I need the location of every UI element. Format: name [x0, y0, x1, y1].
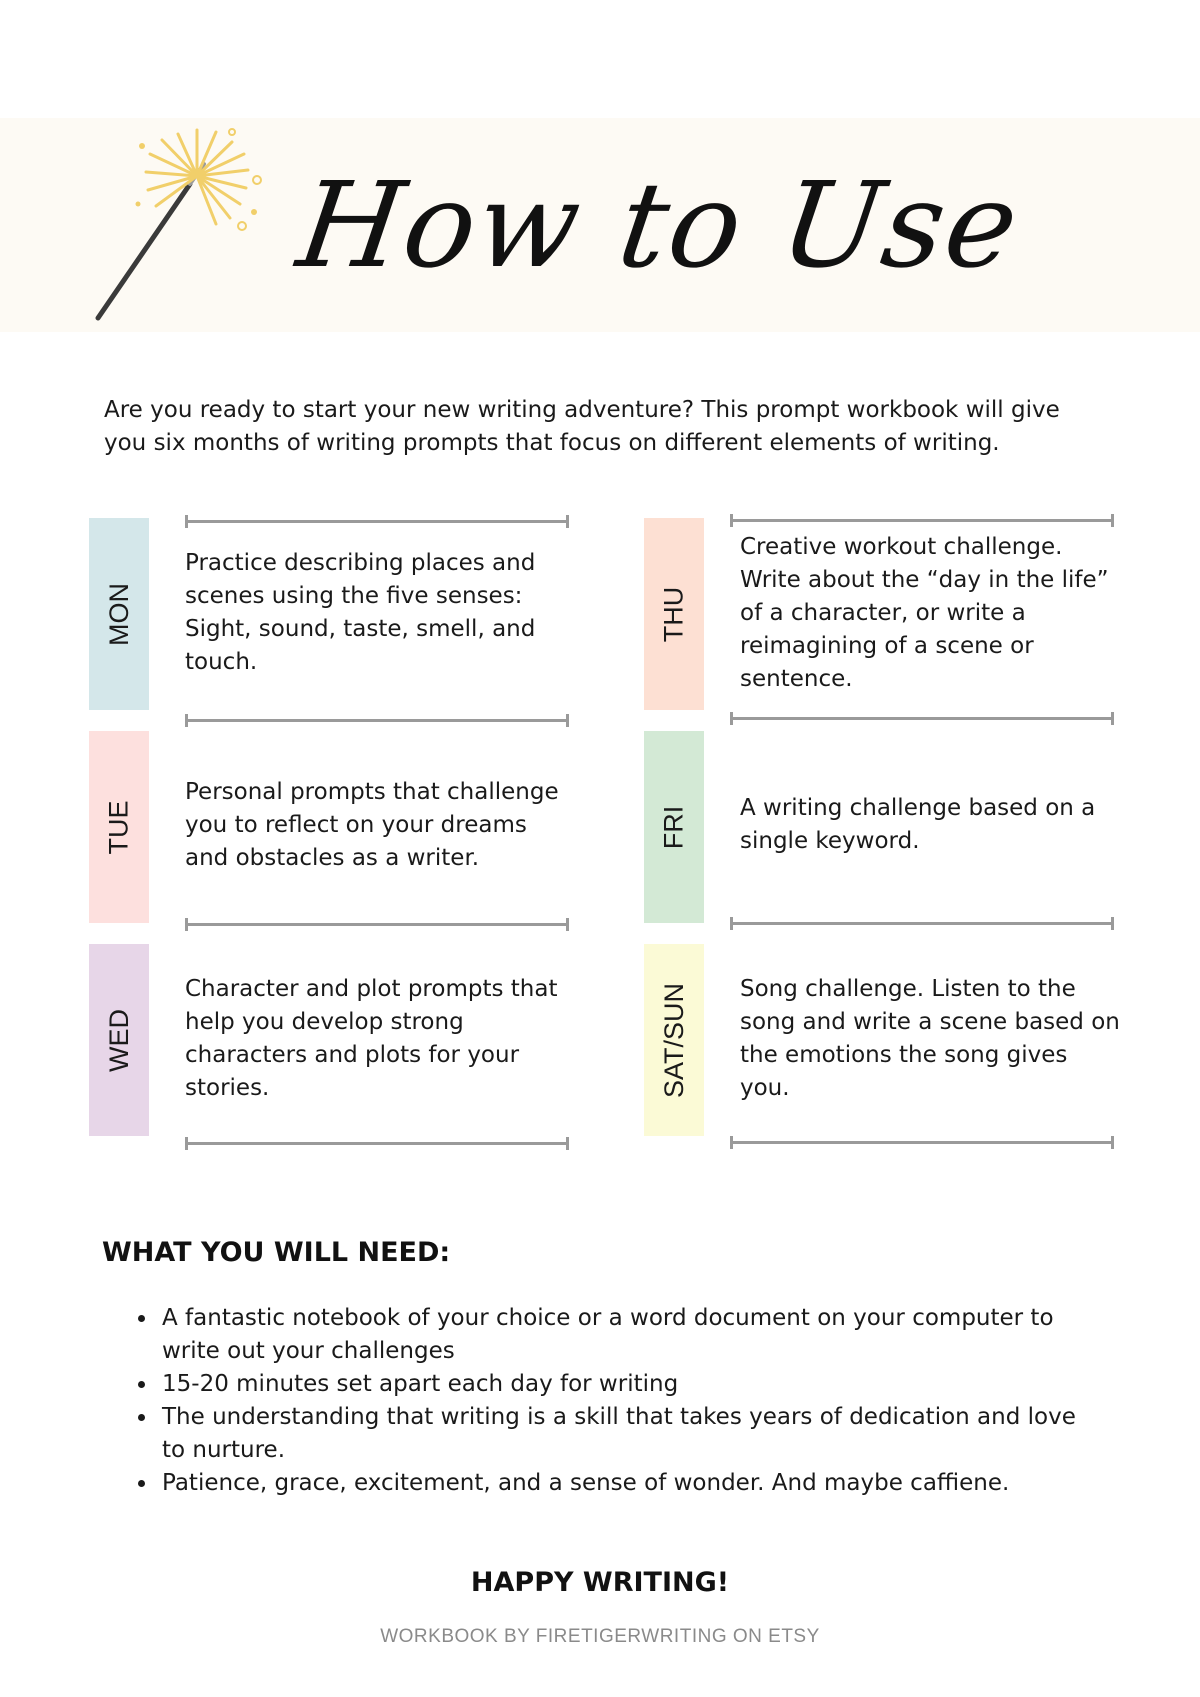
day-label: WED	[103, 1008, 134, 1072]
credit-line: WORKBOOK BY FIRETIGERWRITING ON ETSY	[380, 1626, 820, 1647]
day-description-tue: Personal prompts that challenge you to reflect on your dreams and obstacles as a writer.	[185, 778, 559, 871]
day-label: FRI	[658, 805, 689, 849]
day-tab-wed	[89, 944, 149, 1136]
list-item: • A fantastic notebook of your choice or a word document on your computer to write out your challenges	[158, 1302, 1088, 1368]
needs-list	[132, 1302, 1088, 1500]
day-tab-sat-sun	[644, 944, 704, 1136]
day-description-fri: A writing challenge based on a single keyword.	[740, 795, 1096, 854]
day-description-thu: Creative workout challenge. Write about the “day in the life” of a character, or write a reimagining of a scene or sentence.	[740, 533, 1109, 692]
divider-line	[730, 922, 1114, 925]
day-description-mon: Practice describing places and scenes using the five senses: Sight, sound, taste, smell, and touch.	[185, 550, 536, 675]
list-item: • The understanding that writing is a skill that takes years of dedication and love to nurture.	[158, 1401, 1088, 1467]
day-tab-thu	[644, 518, 704, 710]
list-item: • Patience, grace, excitement, and a sense of wonder. And maybe caffiene.	[158, 1467, 1088, 1500]
sparkler-icon	[92, 128, 282, 328]
day-label: SAT/SUN	[658, 982, 689, 1098]
divider-line	[730, 717, 1114, 720]
day-description-sat-sun: Song challenge. Listen to the song and write a scene based on the emotions the song gives you.	[740, 976, 1120, 1101]
list-item: • 15-20 minutes set apart each day for writing	[158, 1368, 1088, 1401]
day-label: THU	[658, 586, 689, 642]
divider-line	[185, 719, 569, 722]
day-tab-mon	[89, 518, 149, 710]
closing-text: HAPPY WRITING!	[470, 1567, 730, 1598]
divider-line	[730, 1141, 1114, 1144]
divider-line	[185, 923, 569, 926]
divider-line	[185, 1142, 569, 1145]
intro-text: Are you ready to start your new writing adventure? This prompt workbook will give you six months of writing prompts that focus on different elements of writing.	[104, 397, 1060, 456]
day-description-wed: Character and plot prompts that help you develop strong characters and plots for your stories.	[185, 976, 558, 1101]
page-title: How to Use	[290, 156, 1028, 294]
day-label: TUE	[103, 800, 134, 854]
day-label: MON	[103, 582, 134, 646]
day-tab-fri	[644, 731, 704, 923]
needs-heading: WHAT YOU WILL NEED:	[102, 1237, 451, 1268]
day-tab-tue	[89, 731, 149, 923]
